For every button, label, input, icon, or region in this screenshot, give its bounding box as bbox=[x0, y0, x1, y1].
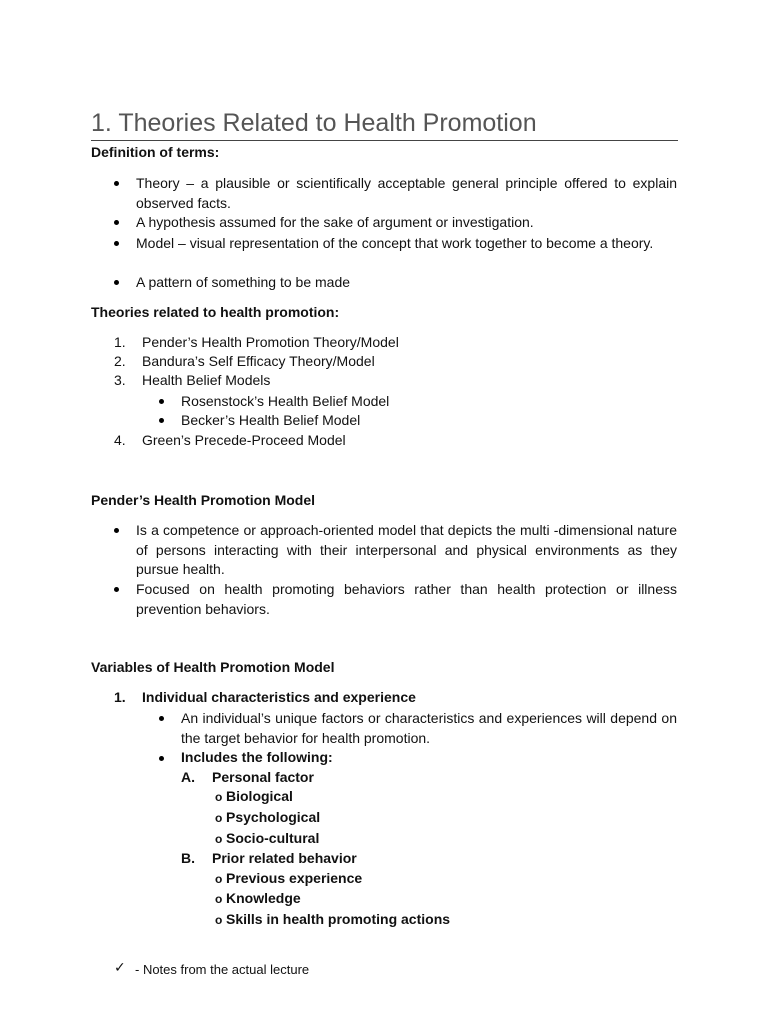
pender-heading: Pender’s Health Promotion Model bbox=[91, 492, 316, 508]
list-number: 1. bbox=[114, 334, 126, 350]
group-item: Previous experience bbox=[226, 870, 363, 886]
title-underline bbox=[91, 140, 678, 141]
footer-note: - Notes from the actual lecture bbox=[135, 962, 310, 977]
bullet-dot bbox=[159, 716, 164, 721]
page-title: 1. Theories Related to Health Promotion bbox=[91, 109, 537, 137]
pender-item: Is a competence or approach-oriented model that depicts the multi -dimensional nature of persons interacting with their interpersonal and physical environments as they pursue health. bbox=[136, 522, 677, 577]
definition-item: Model – visual representation of the concept that work together to become a theory. bbox=[136, 235, 654, 251]
bullet-dot bbox=[114, 181, 119, 186]
bullet-dot bbox=[114, 220, 119, 225]
bullet-dot bbox=[159, 399, 164, 404]
theory-item: Green’s Precede-Proceed Model bbox=[142, 432, 346, 448]
variable-bullet: An individual’s unique factors or characteristics and experiences will depend on the target behavior for health promotion. bbox=[181, 710, 677, 746]
list-number: 1. bbox=[114, 689, 126, 705]
theory-subitem: Rosenstock’s Health Belief Model bbox=[181, 393, 390, 409]
circle-marker: o bbox=[215, 872, 223, 886]
definition-item: A pattern of something to be made bbox=[136, 274, 351, 290]
circle-marker: o bbox=[215, 811, 223, 825]
variables-heading: Variables of Health Promotion Model bbox=[91, 659, 335, 675]
circle-marker: o bbox=[215, 790, 223, 804]
bullet-dot bbox=[114, 587, 119, 592]
group-letter: A. bbox=[181, 769, 195, 785]
pender-item: Focused on health promoting behaviors rather than health protection or illness prevention behaviors. bbox=[136, 581, 677, 617]
definition-item: A hypothesis assumed for the sake of argument or investigation. bbox=[136, 214, 534, 230]
circle-marker: o bbox=[215, 913, 223, 927]
bullet-dot bbox=[159, 756, 164, 761]
group-title: Personal factor bbox=[212, 769, 314, 785]
group-letter: B. bbox=[181, 850, 195, 866]
theory-item: Health Belief Models bbox=[142, 372, 271, 388]
circle-marker: o bbox=[215, 892, 223, 906]
group-item: Socio-cultural bbox=[226, 830, 320, 846]
group-item: Knowledge bbox=[226, 890, 301, 906]
theory-item: Bandura’s Self Efficacy Theory/Model bbox=[142, 353, 375, 369]
variable-bullet: Includes the following: bbox=[181, 749, 333, 765]
variable-item-title: Individual characteristics and experience bbox=[142, 689, 416, 705]
bullet-dot bbox=[114, 528, 119, 533]
group-item: Skills in health promoting actions bbox=[226, 911, 451, 927]
list-number: 4. bbox=[114, 432, 126, 448]
group-item: Biological bbox=[226, 788, 293, 804]
theory-subitem: Becker’s Health Belief Model bbox=[181, 412, 361, 428]
bullet-dot bbox=[114, 280, 119, 285]
list-number: 3. bbox=[114, 372, 126, 388]
group-item: Psychological bbox=[226, 809, 321, 825]
checkmark-icon: ✓ bbox=[114, 960, 126, 976]
theories-heading: Theories related to health promotion: bbox=[91, 304, 340, 320]
definition-item: Theory – a plausible or scientifically acceptable general principle offered to explain observed facts. bbox=[136, 175, 677, 211]
bullet-dot bbox=[114, 241, 119, 246]
theory-item: Pender’s Health Promotion Theory/Model bbox=[142, 334, 399, 350]
circle-marker: o bbox=[215, 832, 223, 846]
list-number: 2. bbox=[114, 353, 126, 369]
bullet-dot bbox=[159, 418, 164, 423]
group-title: Prior related behavior bbox=[212, 850, 357, 866]
definitions-heading: Definition of terms: bbox=[91, 144, 220, 160]
